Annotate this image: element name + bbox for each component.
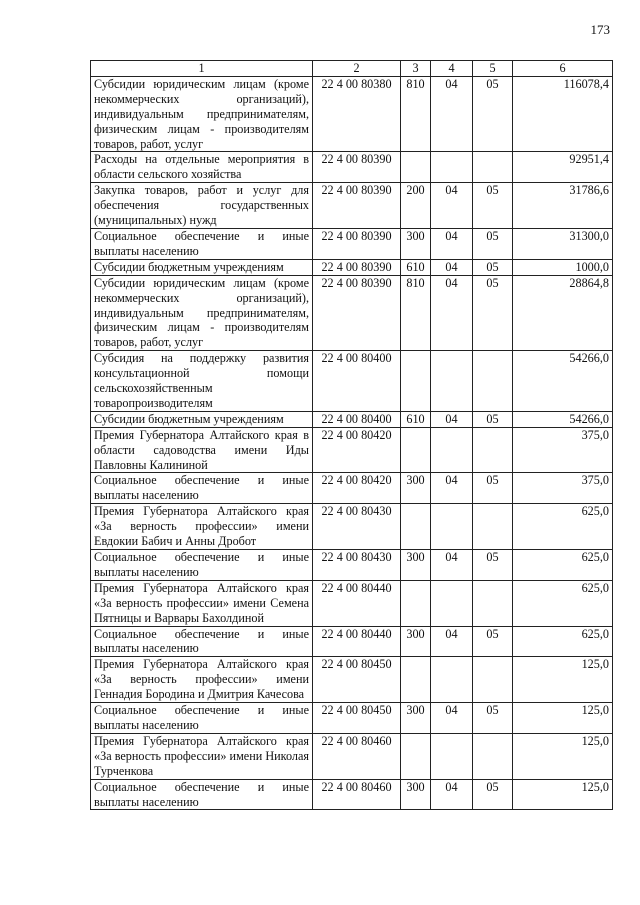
table-row xyxy=(91,427,613,473)
row-name-cell: Социальное обеспечение и иные выплаты населению xyxy=(91,779,313,810)
row-code-cell: 22 4 00 80460 xyxy=(313,733,401,779)
row-section-cell xyxy=(431,657,473,703)
row-code-cell: 22 4 00 80390 xyxy=(313,228,401,259)
row-section-cell xyxy=(431,504,473,550)
row-code-cell: 22 4 00 80430 xyxy=(313,550,401,581)
table-row xyxy=(91,183,613,229)
row-subsection-cell xyxy=(473,504,513,550)
row-type-cell xyxy=(401,580,431,626)
row-name-cell: Премия Губернатора Алтайского края «За верность профессии» имени Семена Пятницы и Варвары Бахолдиной xyxy=(91,580,313,626)
table-row xyxy=(91,228,613,259)
row-subsection-cell: 05 xyxy=(473,183,513,229)
row-section-cell: 04 xyxy=(431,411,473,427)
row-type-cell: 810 xyxy=(401,275,431,351)
table-row xyxy=(91,351,613,412)
row-name-cell: Субсидии бюджетным учреждениям xyxy=(91,259,313,275)
budget-table xyxy=(90,60,613,810)
row-subsection-cell: 05 xyxy=(473,228,513,259)
table-row xyxy=(91,504,613,550)
table-row xyxy=(91,76,613,152)
row-type-cell: 610 xyxy=(401,259,431,275)
row-section-cell: 04 xyxy=(431,703,473,734)
row-name-cell: Социальное обеспечение и иные выплаты населению xyxy=(91,228,313,259)
row-section-cell xyxy=(431,427,473,473)
row-name-cell: Закупка товаров, работ и услуг для обеспечения государственных (муниципальных) нужд xyxy=(91,183,313,229)
row-amount-cell: 625,0 xyxy=(513,550,613,581)
row-subsection-cell: 05 xyxy=(473,779,513,810)
row-subsection-cell: 05 xyxy=(473,703,513,734)
row-subsection-cell: 05 xyxy=(473,626,513,657)
row-section-cell: 04 xyxy=(431,550,473,581)
row-type-cell xyxy=(401,351,431,412)
row-amount-cell: 375,0 xyxy=(513,473,613,504)
row-code-cell: 22 4 00 80390 xyxy=(313,259,401,275)
row-section-cell xyxy=(431,733,473,779)
row-name-cell: Социальное обеспечение и иные выплаты населению xyxy=(91,626,313,657)
row-name-cell: Премия Губернатора Алтайского края «За верность профессии» имени Евдокии Бабич и Анны Дробот xyxy=(91,504,313,550)
row-name-cell: Субсидия на поддержку развития консультационной помощи сельскохозяйственным товаропроизводителям xyxy=(91,351,313,412)
row-code-cell: 22 4 00 80380 xyxy=(313,76,401,152)
row-section-cell: 04 xyxy=(431,779,473,810)
table-row xyxy=(91,550,613,581)
row-amount-cell: 92951,4 xyxy=(513,152,613,183)
table-row xyxy=(91,703,613,734)
row-type-cell xyxy=(401,152,431,183)
row-section-cell: 04 xyxy=(431,183,473,229)
row-name-cell: Социальное обеспечение и иные выплаты населению xyxy=(91,703,313,734)
row-code-cell: 22 4 00 80430 xyxy=(313,504,401,550)
row-subsection-cell: 05 xyxy=(473,411,513,427)
column-header: 2 xyxy=(313,61,401,77)
row-code-cell: 22 4 00 80390 xyxy=(313,183,401,229)
row-name-cell: Субсидии юридическим лицам (кроме некоммерческих организаций), индивидуальным предпринимателям, физическим лицам - производителям товаров, работ, услуг xyxy=(91,76,313,152)
row-type-cell xyxy=(401,733,431,779)
row-amount-cell: 54266,0 xyxy=(513,351,613,412)
row-type-cell: 300 xyxy=(401,779,431,810)
row-amount-cell: 125,0 xyxy=(513,779,613,810)
row-amount-cell: 125,0 xyxy=(513,733,613,779)
row-type-cell xyxy=(401,504,431,550)
row-amount-cell: 625,0 xyxy=(513,626,613,657)
row-type-cell: 300 xyxy=(401,703,431,734)
row-code-cell: 22 4 00 80460 xyxy=(313,779,401,810)
row-name-cell: Социальное обеспечение и иные выплаты населению xyxy=(91,473,313,504)
table-row xyxy=(91,259,613,275)
row-code-cell: 22 4 00 80440 xyxy=(313,626,401,657)
table-row xyxy=(91,733,613,779)
row-code-cell: 22 4 00 80400 xyxy=(313,411,401,427)
row-code-cell: 22 4 00 80420 xyxy=(313,473,401,504)
row-code-cell: 22 4 00 80420 xyxy=(313,427,401,473)
table-row xyxy=(91,779,613,810)
row-subsection-cell xyxy=(473,152,513,183)
row-code-cell: 22 4 00 80390 xyxy=(313,275,401,351)
row-name-cell: Премия Губернатора Алтайского края «За верность профессии» имени Николая Турченкова xyxy=(91,733,313,779)
row-amount-cell: 31300,0 xyxy=(513,228,613,259)
table-body xyxy=(91,76,613,810)
row-subsection-cell: 05 xyxy=(473,275,513,351)
row-type-cell: 200 xyxy=(401,183,431,229)
row-section-cell: 04 xyxy=(431,626,473,657)
row-amount-cell: 375,0 xyxy=(513,427,613,473)
header-row xyxy=(91,61,613,77)
column-header: 5 xyxy=(473,61,513,77)
table-row xyxy=(91,411,613,427)
table-row xyxy=(91,580,613,626)
table-row xyxy=(91,152,613,183)
row-section-cell: 04 xyxy=(431,275,473,351)
column-header: 4 xyxy=(431,61,473,77)
row-amount-cell: 625,0 xyxy=(513,580,613,626)
row-type-cell: 300 xyxy=(401,228,431,259)
row-type-cell: 300 xyxy=(401,473,431,504)
table-row xyxy=(91,275,613,351)
row-code-cell: 22 4 00 80400 xyxy=(313,351,401,412)
row-amount-cell: 31786,6 xyxy=(513,183,613,229)
row-subsection-cell xyxy=(473,351,513,412)
row-subsection-cell: 05 xyxy=(473,76,513,152)
row-amount-cell: 625,0 xyxy=(513,504,613,550)
row-code-cell: 22 4 00 80440 xyxy=(313,580,401,626)
row-amount-cell: 116078,4 xyxy=(513,76,613,152)
row-subsection-cell: 05 xyxy=(473,550,513,581)
row-amount-cell: 125,0 xyxy=(513,703,613,734)
row-name-cell: Премия Губернатора Алтайского края «За верность профессии» имени Геннадия Бородина и Дмитрия Качесова xyxy=(91,657,313,703)
column-header: 3 xyxy=(401,61,431,77)
row-subsection-cell xyxy=(473,733,513,779)
row-subsection-cell xyxy=(473,657,513,703)
row-amount-cell: 28864,8 xyxy=(513,275,613,351)
row-amount-cell: 1000,0 xyxy=(513,259,613,275)
row-code-cell: 22 4 00 80450 xyxy=(313,657,401,703)
row-name-cell: Субсидии юридическим лицам (кроме некоммерческих организаций), индивидуальным предпринимателям, физическим лицам - производителям товаров, работ, услуг xyxy=(91,275,313,351)
row-type-cell xyxy=(401,657,431,703)
row-type-cell: 300 xyxy=(401,626,431,657)
row-section-cell xyxy=(431,580,473,626)
row-subsection-cell: 05 xyxy=(473,259,513,275)
row-name-cell: Расходы на отдельные мероприятия в области сельского хозяйства xyxy=(91,152,313,183)
row-subsection-cell: 05 xyxy=(473,473,513,504)
row-subsection-cell xyxy=(473,580,513,626)
row-section-cell: 04 xyxy=(431,228,473,259)
row-section-cell xyxy=(431,351,473,412)
column-header: 6 xyxy=(513,61,613,77)
table-row xyxy=(91,473,613,504)
row-section-cell: 04 xyxy=(431,473,473,504)
row-type-cell: 610 xyxy=(401,411,431,427)
row-code-cell: 22 4 00 80450 xyxy=(313,703,401,734)
column-header: 1 xyxy=(91,61,313,77)
row-subsection-cell xyxy=(473,427,513,473)
row-type-cell: 300 xyxy=(401,550,431,581)
row-type-cell: 810 xyxy=(401,76,431,152)
row-name-cell: Субсидии бюджетным учреждениям xyxy=(91,411,313,427)
row-section-cell: 04 xyxy=(431,76,473,152)
row-amount-cell: 125,0 xyxy=(513,657,613,703)
table-row xyxy=(91,626,613,657)
table-row xyxy=(91,657,613,703)
row-code-cell: 22 4 00 80390 xyxy=(313,152,401,183)
row-section-cell xyxy=(431,152,473,183)
row-name-cell: Премия Губернатора Алтайского края в области садоводства имени Иды Павловны Калининой xyxy=(91,427,313,473)
row-name-cell: Социальное обеспечение и иные выплаты населению xyxy=(91,550,313,581)
page-number: 173 xyxy=(590,22,610,37)
row-amount-cell: 54266,0 xyxy=(513,411,613,427)
row-section-cell: 04 xyxy=(431,259,473,275)
row-type-cell xyxy=(401,427,431,473)
